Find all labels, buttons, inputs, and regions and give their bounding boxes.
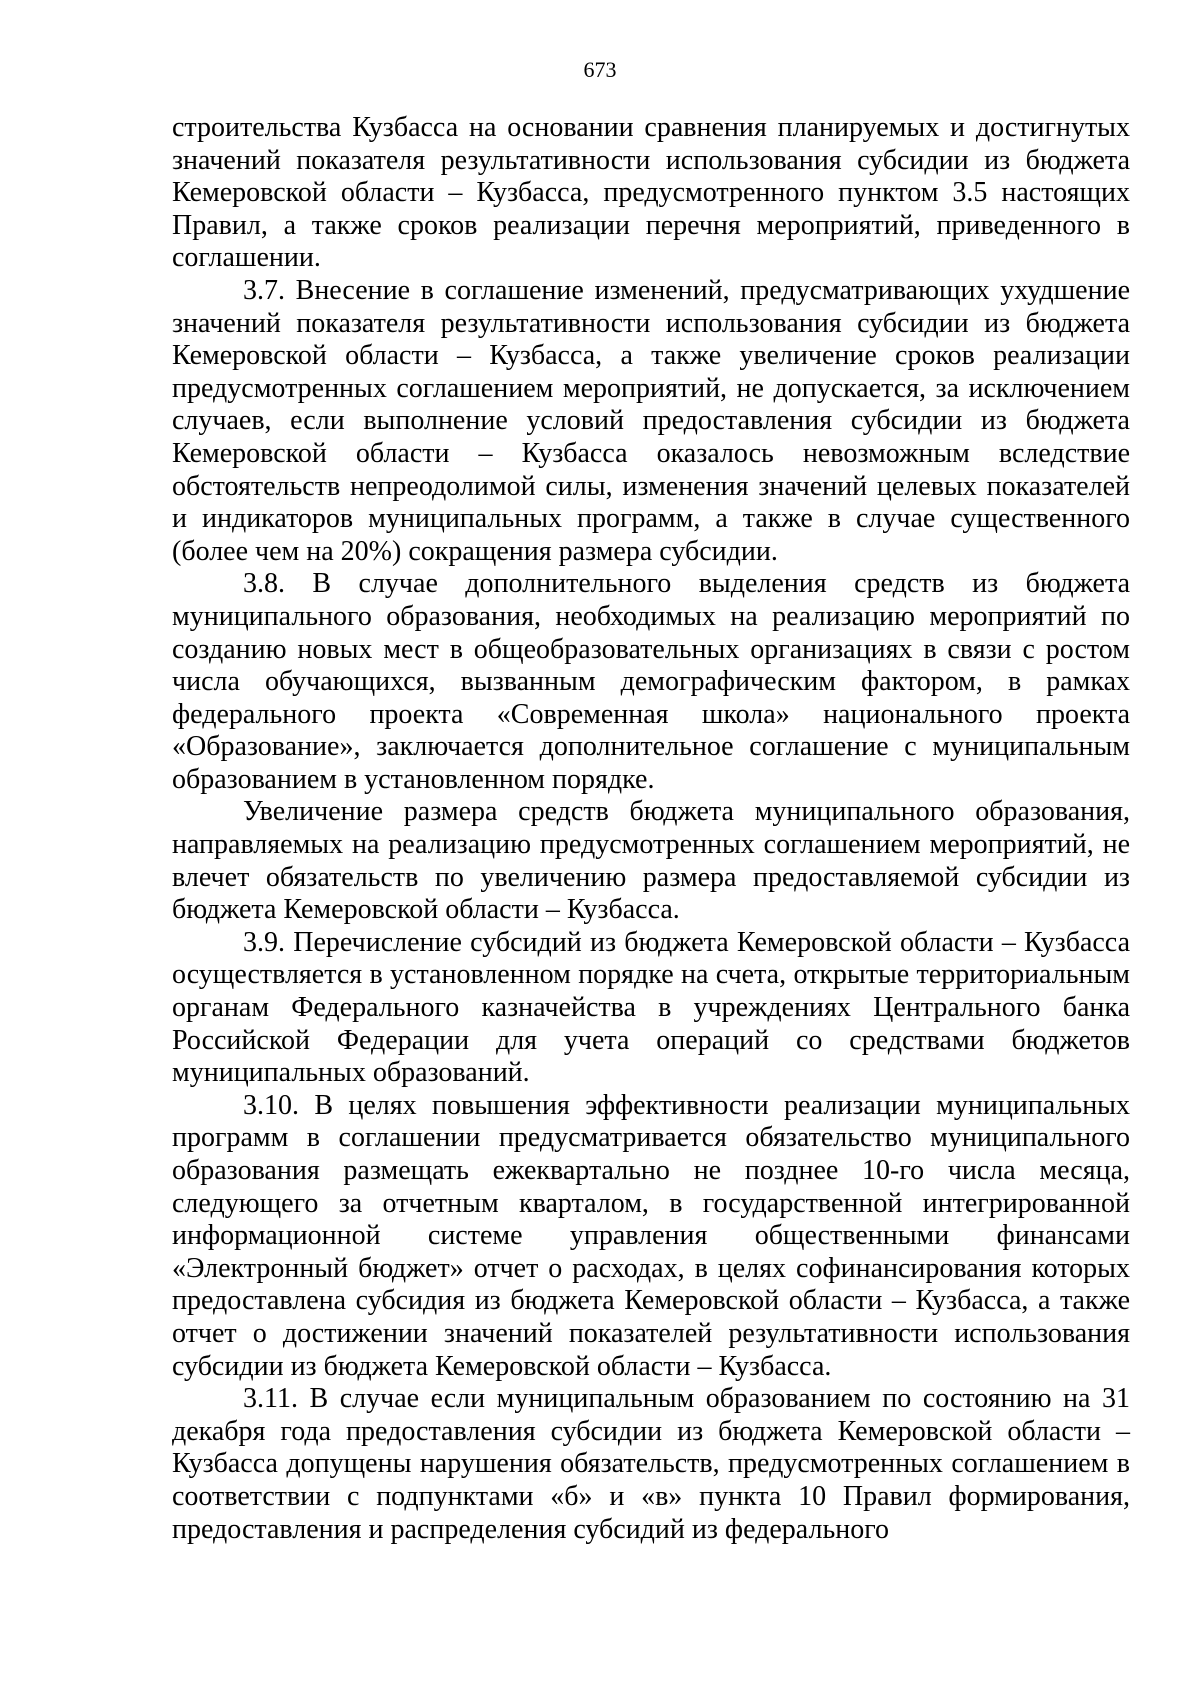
document-body — [172, 112, 1130, 1546]
paragraph-3-10: 3.10. В целях повышения эффективности реализации муниципальных программ в соглашении предусматривается обязательство муниципального образования размещать ежеквартально не позднее 10-го числа месяца, следующего за отчетным кварталом, в государственной интегрированной информационной системе управления общественными финансами «Электронный бюджет» отчет о расходах, в целях софинансирования которых предоставлена субсидия из бюджета Кемеровской области – Кузбасса, а также отчет о достижении значений показателей результативности использования субсидии из бюджета Кемеровской области – Кузбасса. — [172, 1089, 1130, 1382]
paragraph-3-11: 3.11. В случае если муниципальным образованием по состоянию на 31 декабря года предоставления субсидии из бюджета Кемеровской области – Кузбасса допущены нарушения обязательств, предусмотренных соглашением в соответствии с подпунктами «б» и «в» пункта 10 Правил формирования, предоставления и распределения субсидий из федерального — [172, 1383, 1130, 1545]
paragraph-3-7: 3.7. Внесение в соглашение изменений, предусматривающих ухудшение значений показателя результативности использования субсидии из бюджета Кемеровской области – Кузбасса, а также увеличение сроков реализации предусмотренных соглашением мероприятий, не допускается, за исключением случаев, если выполнение условий предоставления субсидии из бюджета Кемеровской области – Кузбасса оказалось невозможным вследствие обстоятельств непреодолимой силы, изменения значений целевых показателей и индикаторов муниципальных программ, а также в случае существенного (более чем на 20%) сокращения размера субсидии. — [172, 274, 1130, 567]
paragraph-3-8-addendum: Увеличение размера средств бюджета муниципального образования, направляемых на реализацию предусмотренных соглашением мероприятий, не влечет обязательств по увеличению размера предоставляемой субсидии из бюджета Кемеровской области – Кузбасса. — [172, 796, 1130, 926]
page-number: 673 — [583, 57, 617, 82]
paragraph-continuation: строительства Кузбасса на основании сравнения планируемых и достигнутых значений показателя результативности использования субсидии из бюджета Кемеровской области – Кузбасса, предусмотренного пунктом 3.5 настоящих Правил, а также сроков реализации перечня мероприятий, приведенного в соглашении. — [172, 112, 1130, 274]
paragraph-3-8: 3.8. В случае дополнительного выделения средств из бюджета муниципального образования, необходимых на реализацию мероприятий по созданию новых мест в общеобразовательных организациях в связи с ростом числа обучающихся, вызванным демографическим фактором, в рамках федерального проекта «Современная школа» национального проекта «Образование», заключается дополнительное соглашение с муниципальным образованием в установленном порядке. — [172, 568, 1130, 795]
paragraph-3-9: 3.9. Перечисление субсидий из бюджета Кемеровской области – Кузбасса осуществляется в установленном порядке на счета, открытые территориальным органам Федерального казначейства в учреждениях Центрального банка Российской Федерации для учета операций со средствами бюджетов муниципальных образований. — [172, 926, 1130, 1089]
